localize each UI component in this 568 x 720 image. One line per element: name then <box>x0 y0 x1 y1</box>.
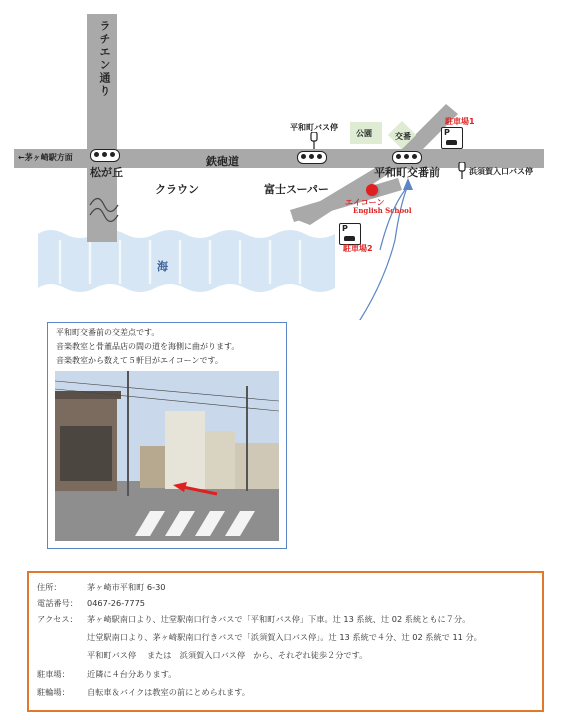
signal-heiwacho-koban <box>392 151 422 164</box>
school-marker <box>366 184 378 196</box>
bus-stop-icon <box>457 162 467 180</box>
crown-label: クラウン <box>155 183 199 196</box>
note-line: 音楽教室から数えて５軒目がエイコーンです。 <box>56 356 223 365</box>
bike-label: 駐輪場： <box>37 687 70 697</box>
signal-matsugaoka <box>90 149 120 162</box>
access-line: 平和町バス停 または 浜須賀入口バス停 から、それぞれ徒歩２分です。 <box>87 650 368 660</box>
access-line: 茅ヶ崎駅南口より、辻堂駅南口行きバスで「平和町バス停」下車。辻 13 系統、辻 02 系統ともに７分。 <box>87 614 471 624</box>
access-line: 辻堂駅南口より、茅ヶ崎駅南口行きバスで「浜須賀入口バス停」。辻 13 系統で４分、辻 02 系統で 11 分。 <box>87 632 482 642</box>
intersection-photo <box>55 371 279 541</box>
bike-value: 自転車＆バイクは教室の前にとめられます。 <box>87 687 250 697</box>
school-name-en: English School <box>353 206 412 215</box>
access-label: アクセス： <box>37 614 78 624</box>
park-label: 公園 <box>356 129 372 138</box>
bus-stop-icon <box>309 132 319 150</box>
intersection-note <box>47 322 287 549</box>
parking-icon: P <box>441 127 463 149</box>
parking-value: 近隣に４台分あります。 <box>87 669 177 679</box>
heiwacho-bus-stop-label: 平和町バス停 <box>290 123 338 132</box>
school-name-ja: エイコーン <box>345 198 385 207</box>
phone-value: 0467-26-7775 <box>87 598 146 608</box>
fuji-super-label: 富士スーパー <box>264 183 329 196</box>
address-value: 茅ヶ崎市平和町 6-30 <box>87 582 166 592</box>
phone-label: 電話番号： <box>37 598 78 608</box>
rachien-road-label: ラチエン通り <box>98 20 111 98</box>
parking-icon: P <box>339 223 361 245</box>
note-line: 音楽教室と骨董品店の間の道を海側に曲がります。 <box>56 342 240 351</box>
note-line: 平和町交番前の交差点です。 <box>56 328 160 337</box>
direction-chigasaki: ←茅ヶ崎駅方面 <box>18 153 73 162</box>
address-label: 住所： <box>37 582 62 592</box>
heiwacho-koban-label: 平和町交番前 <box>374 166 440 179</box>
sea-label: 海 <box>157 260 168 273</box>
parking-1-label: 駐車場1 <box>445 117 475 126</box>
parking-label: 駐車場： <box>37 669 70 679</box>
hamasuka-bus-stop-label: 浜須賀入口バス停 <box>469 167 533 176</box>
matsugaoka-label: 松が丘 <box>90 166 123 179</box>
teppodo-label: 鉄砲道 <box>206 155 239 168</box>
koban-label: 交番 <box>395 132 411 141</box>
signal-heiwacho-busstop <box>297 151 327 164</box>
roads <box>0 0 568 320</box>
access-info <box>27 571 544 712</box>
parking-2-label: 駐車場2 <box>343 244 373 253</box>
